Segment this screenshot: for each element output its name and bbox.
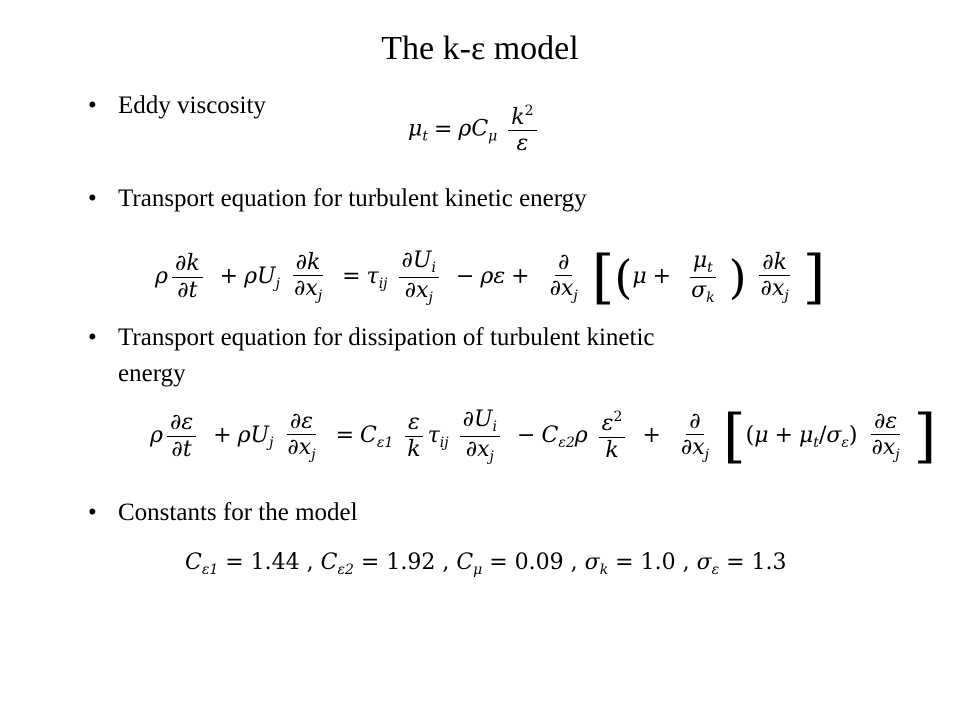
bullet-text: Constants for the model bbox=[118, 499, 358, 526]
slide-title: The k-ε model bbox=[381, 30, 579, 67]
epsilon-transport-equation: ρ $\frac{\partial\varepsilon}{\partial t}$ + $\rho U_j$ $\frac{\partial\varepsilon}{\partial x_j}$ = $C_{\varepsilon 1}$ $\frac{\varepsilon}{k}$ $\tau_{ij}$ $\frac{\partial U_i}{\partial x_j}$ − $C_{\varepsilon 2}\rho$ $\frac{\varepsilon^2}{k}$ + $\frac{\partial}{\partial x_j}$ [$(\mu + \mu_t/\sigma_\varepsilon)$ $\frac{\partial\varepsilon}{\partial x_j}$ ] bbox=[150, 402, 937, 470]
bullet-text: Transport equation for dissipation of turbulent kinetic bbox=[118, 324, 655, 351]
model-constants-equation: $C_{\varepsilon 1} = 1.44$ , $C_{\varepsilon 2} = 1.92$ , $C_\mu = 0.09$ , $\sigma_k = 1.0$ , $\sigma_\varepsilon = 1.3$ bbox=[185, 550, 787, 578]
bullet-text: Eddy viscosity bbox=[118, 92, 266, 119]
eddy-viscosity-equation: $\mu_t = \rho C_\mu$ $\frac{k^2}{\varepsilon}$ bbox=[408, 104, 541, 155]
bullet-text-continuation: energy bbox=[118, 360, 186, 387]
bullet-marker: • bbox=[88, 185, 97, 212]
k-transport-equation: ρ $\frac{\partial k}{\partial t}$ + $\rho U_j$ $\frac{\partial k}{\partial x_j}$ = $\tau_{ij}$ $\frac{\partial U_i}{\partial x_j}$ − ρε + $\frac{\partial}{\partial x_j}$ [(μ + $\frac{\mu_t}{\sigma_k}$ ) $\frac{\partial k}{\partial x_j}$ ] bbox=[155, 243, 826, 311]
bullet-text: Transport equation for turbulent kinetic energy bbox=[118, 185, 587, 212]
bullet-marker: • bbox=[88, 92, 97, 119]
bullet-marker: • bbox=[88, 499, 97, 526]
bullet-marker: • bbox=[88, 324, 97, 351]
